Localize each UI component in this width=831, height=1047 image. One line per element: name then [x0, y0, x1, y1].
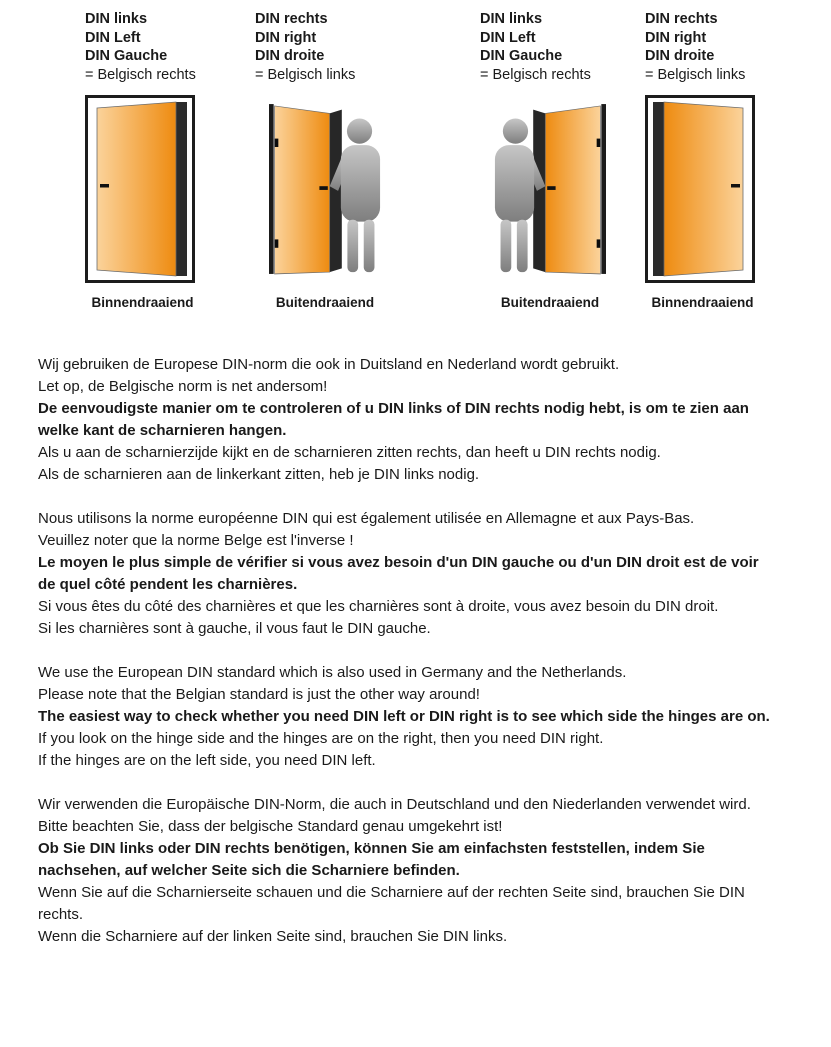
door-inward-illustration-mirrored	[645, 95, 755, 283]
label-din-en: DIN Left	[85, 29, 141, 46]
text-line: Wij gebruiken de Europese DIN-norm die ook in Duitsland en Nederland wordt gebruikt.	[38, 356, 620, 373]
text-line: Nous utilisons la norme européenne DIN qui est également utilisée en Allemagne et aux Pays-Bas.	[38, 510, 695, 527]
label-belgian-equivalent: = Belgisch links	[645, 66, 746, 83]
text-line-bold: Ob Sie DIN links oder DIN rechts benötigen, können Sie am einfachsten feststellen, indem Sie nachsehen, auf welcher Seite sich die Scharniere befinden.	[38, 840, 705, 879]
label-din-fr: DIN droite	[255, 48, 325, 64]
diagram-din-links-inward	[85, 10, 235, 310]
diagram-labels	[85, 10, 235, 86]
label-din-en: DIN Left	[480, 29, 536, 46]
label-belgian-equivalent: = Belgisch rechts	[480, 66, 591, 83]
label-din-en: DIN right	[255, 29, 317, 46]
text-line: Wenn die Scharniere auf der linken Seite sind, brauchen Sie DIN links.	[38, 928, 508, 945]
diagram-din-rechts-outward	[255, 10, 405, 310]
person-torso	[341, 145, 380, 222]
text-line: If you look on the hinge side and the hinges are on the right, then you need DIN right.	[38, 730, 604, 747]
door-outward-person-illustration-mirrored	[480, 95, 620, 283]
text-line: Wir verwenden die Europäische DIN-Norm, die auch in Deutschland und den Niederlanden verwendet wird.	[38, 796, 751, 813]
person-torso	[495, 145, 534, 222]
door-opening-shadow	[533, 110, 545, 272]
door-frame-jamb	[601, 104, 606, 274]
door-outward-person-illustration	[255, 95, 395, 283]
section-french	[38, 508, 780, 640]
text-line: Please note that the Belgian standard is just the other way around!	[38, 686, 480, 703]
door-panel	[545, 106, 600, 274]
text-line-bold: De eenvoudigste manier om te controleren of u DIN links of DIN rechts nodig hebt, is om te zien aan welke kant de scharnieren hangen.	[38, 400, 749, 439]
explanation-text	[0, 310, 810, 948]
door-panel	[275, 106, 330, 274]
text-line-bold: The easiest way to check whether you need DIN left or DIN right is to see which side the hinges are on.	[38, 708, 770, 725]
door-handle	[547, 186, 555, 190]
person-leg	[347, 220, 358, 272]
section-english	[38, 662, 780, 772]
diagram-din-links-outward	[480, 10, 630, 310]
text-line: Veuillez noter que la norme Belge est l'inverse !	[38, 532, 354, 549]
text-line-bold: Le moyen le plus simple de vérifier si vous avez besoin d'un DIN gauche ou d'un DIN droit est de voir de quel côté pendent les charnières.	[38, 554, 759, 593]
label-belgian-equivalent: = Belgisch rechts	[85, 66, 196, 83]
label-din-nl: DIN links	[480, 11, 543, 27]
person-head	[347, 119, 372, 144]
door-handle	[100, 184, 109, 188]
text-line: Si vous êtes du côté des charnières et que les charnières sont à droite, vous avez besoin du DIN droit.	[38, 598, 719, 615]
diagram-din-rechts-inward	[645, 10, 795, 310]
label-din-fr: DIN Gauche	[85, 48, 168, 64]
text-line: Bitte beachten Sie, dass der belgische Standard genau umgekehrt ist!	[38, 818, 503, 835]
hinge-icon	[597, 139, 601, 147]
door-opening-shadow	[330, 110, 342, 272]
label-din-fr: DIN Gauche	[480, 48, 563, 64]
label-din-nl: DIN rechts	[255, 11, 328, 27]
hinge-icon	[275, 139, 279, 147]
diagram-caption: Binnendraaiend	[651, 295, 754, 310]
door-handle	[731, 184, 740, 188]
text-line: Let op, de Belgische norm is net andersom!	[38, 378, 328, 395]
text-line: Wenn Sie auf die Scharnierseite schauen und die Scharniere auf der rechten Seite sind, brauchen Sie DIN rechts.	[38, 884, 745, 923]
section-german	[38, 794, 780, 948]
person-leg	[501, 220, 512, 272]
text-line: We use the European DIN standard which is also used in Germany and the Netherlands.	[38, 664, 627, 681]
person-leg	[364, 220, 375, 272]
text-line: Als de scharnieren aan de linkerkant zitten, heb je DIN links nodig.	[38, 466, 480, 483]
person-head	[503, 119, 528, 144]
door-handle	[319, 186, 327, 190]
hinge-icon	[275, 239, 279, 247]
label-din-nl: DIN links	[85, 11, 148, 27]
door-opening-shadow	[176, 102, 187, 276]
label-din-fr: DIN droite	[645, 48, 715, 64]
hinge-icon	[597, 239, 601, 247]
door-diagrams-row	[0, 0, 831, 310]
text-line: If the hinges are on the left side, you need DIN left.	[38, 752, 376, 769]
door-inward-illustration	[85, 95, 195, 283]
text-line: Si les charnières sont à gauche, il vous faut le DIN gauche.	[38, 620, 431, 637]
diagram-caption: Buitendraaiend	[275, 295, 375, 310]
diagram-labels	[255, 10, 405, 86]
person-leg	[517, 220, 528, 272]
door-panel	[97, 102, 176, 276]
label-din-nl: DIN rechts	[645, 11, 718, 27]
door-frame-jamb	[269, 104, 274, 274]
door-panel	[664, 102, 743, 276]
section-dutch	[38, 354, 780, 486]
diagram-caption: Buitendraaiend	[500, 295, 600, 310]
label-belgian-equivalent: = Belgisch links	[255, 66, 356, 83]
diagram-labels	[480, 10, 630, 86]
diagram-caption: Binnendraaiend	[91, 295, 194, 310]
diagram-labels	[645, 10, 795, 86]
text-line: Als u aan de scharnierzijde kijkt en de scharnieren zitten rechts, dan heeft u DIN rechts nodig.	[38, 444, 661, 461]
label-din-en: DIN right	[645, 29, 707, 46]
door-opening-shadow	[653, 102, 664, 276]
